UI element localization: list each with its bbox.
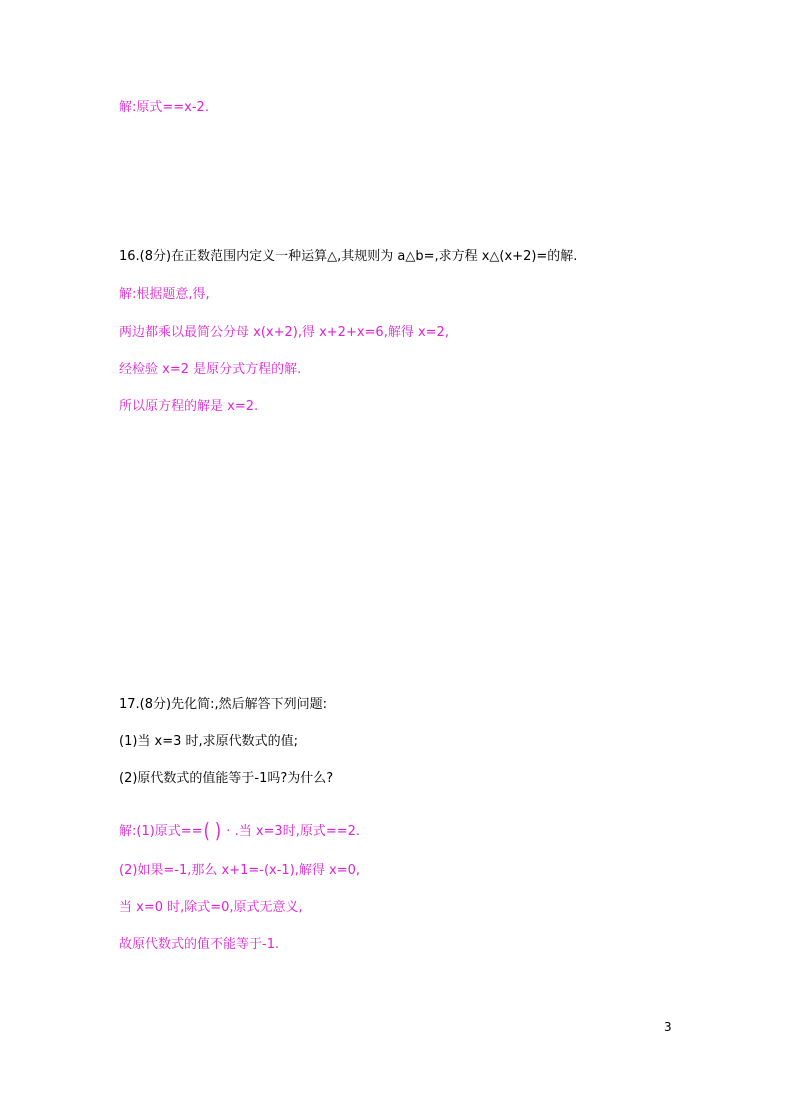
solution-17-line-1 — [119, 818, 361, 843]
solution-16-line-3: 经检验 x=2 是原分式方程的解. — [119, 362, 302, 377]
solution-16-line-2: 两边都乘以最简公分母 x(x+2),得 x+2+x=6,解得 x=2, — [119, 325, 449, 340]
question-16: 16.(8分)在正数范围内定义一种运算△,其规则为 a△b=,求方程 x△(x+2)=的解. — [119, 249, 578, 264]
solution-16-line-4: 所以原方程的解是 x=2. — [119, 399, 259, 414]
solution-17-line-1-suffix: · .当 x=3时,原式==2. — [222, 824, 361, 839]
solution-17-line-3: 当 x=0 时,除式=0,原式无意义, — [119, 900, 303, 915]
question-17-part-1: (1)当 x=3 时,求原代数式的值; — [119, 734, 299, 749]
solution-15: 解:原式==x-2. — [119, 100, 209, 115]
page-number: 3 — [664, 1020, 672, 1034]
solution-16-line-1: 解:根据题意,得, — [119, 287, 210, 302]
solution-17-line-1-prefix: 解:(1)原式== — [119, 824, 203, 839]
solution-17-paren: ( ) — [203, 818, 222, 843]
solution-17-line-4: 故原代数式的值不能等于-1. — [119, 937, 280, 952]
question-17-part-2: (2)原代数式的值能等于-1吗?为什么? — [119, 771, 334, 786]
question-17: 17.(8分)先化简:,然后解答下列问题: — [119, 697, 327, 712]
solution-17-line-2: (2)如果=-1,那么 x+1=-(x-1),解得 x=0, — [119, 863, 361, 878]
